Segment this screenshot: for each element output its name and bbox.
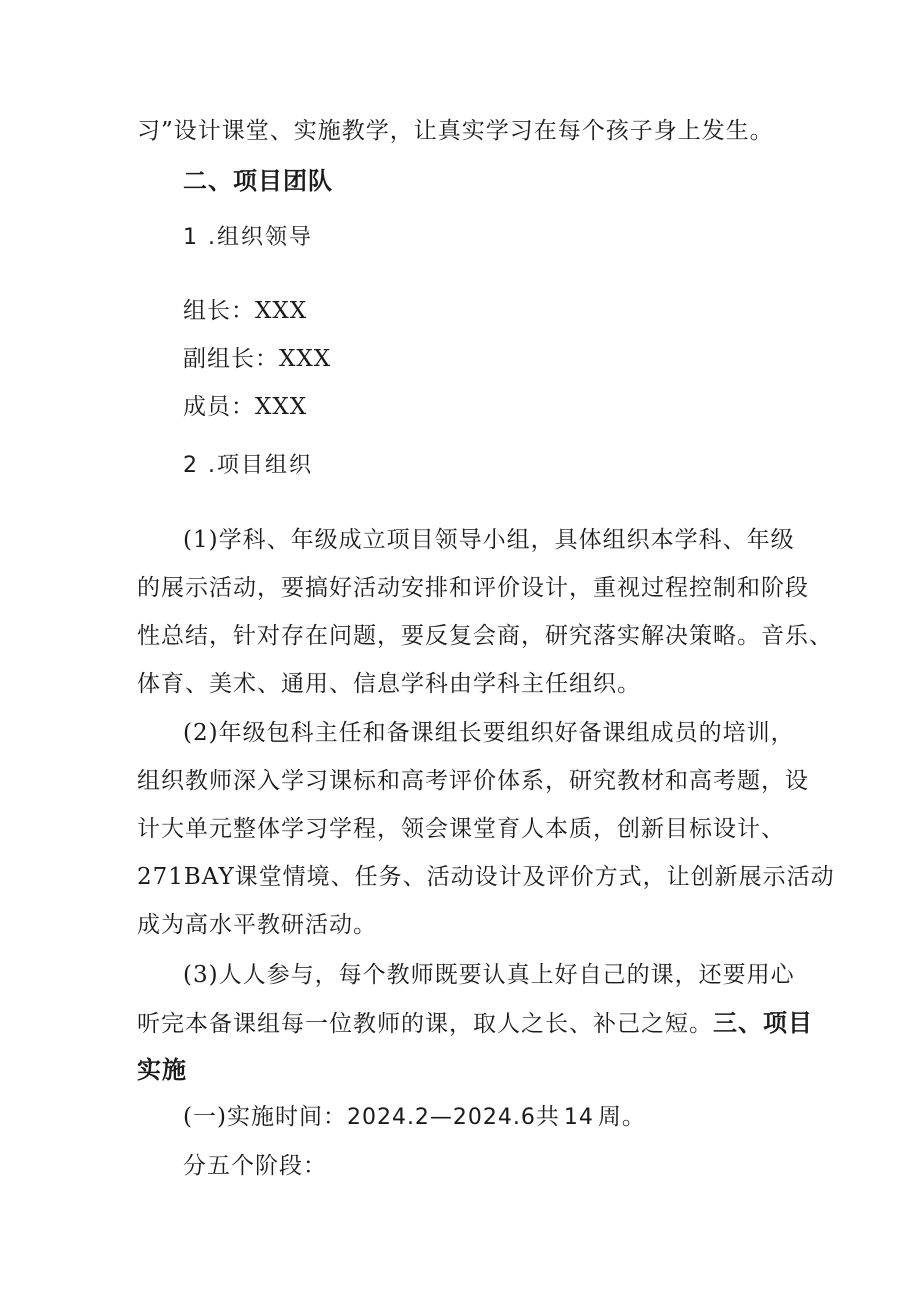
section-heading-project-implementation: 三、项目: [713, 1009, 813, 1037]
paragraph-line: 体育、美术、通用、信息学科由学科主任组织。: [137, 671, 641, 697]
section-heading-project-team: 二、项目团队: [183, 167, 333, 195]
paragraph-line: 成为高水平教研活动。: [137, 912, 377, 938]
time-text: 共: [535, 1104, 560, 1130]
paragraph-line: 271BAY课堂情境、任务、活动设计及评价方式，让创新展示活动: [137, 864, 835, 890]
team-vice-leader: 副组长：XXX: [183, 346, 332, 372]
paragraph-text: 听完本备课组每一位教师的课，取人之长、补己之短。: [137, 1011, 713, 1037]
time-range: 2024.2—2024.6: [346, 1105, 536, 1130]
implementation-time: [183, 1102, 646, 1133]
subheading-project-organization: 2 .项目组织: [183, 453, 313, 478]
team-leader: 组长：XXX: [183, 298, 308, 324]
paragraph-line: (2)年级包科主任和备课组长要组织好备课组成员的培训，: [183, 720, 795, 746]
paragraph-line: 习”设计课堂、实施教学，让真实学习在每个孩子身上发生。: [137, 118, 774, 144]
paragraph-line: 的展示活动，要搞好活动安排和评价设计，重视过程控制和阶段: [137, 575, 809, 601]
subheading-organization-leadership: 1 .组织领导: [183, 225, 313, 250]
section-heading-continuation: 实施: [137, 1056, 187, 1084]
paragraph-line: (1)学科、年级成立项目领导小组，具体组织本学科、年级: [183, 527, 795, 553]
week-count: 14: [563, 1105, 594, 1130]
time-text: 周。: [597, 1104, 646, 1130]
paragraph-line: [137, 1008, 813, 1039]
team-members: 成员：XXX: [183, 394, 308, 420]
time-label: (一)实施时间：: [183, 1104, 347, 1130]
paragraph-line: 计大单元整体学习学程，领会课堂育人本质，创新目标设计、: [137, 816, 785, 842]
paragraph-line: 性总结，针对存在问题，要反复会商，研究落实解决策略。音乐、: [137, 623, 833, 649]
stages-intro: 分五个阶段：: [183, 1153, 327, 1179]
paragraph-line: (3)人人参与，每个教师既要认真上好自己的课，还要用心: [183, 962, 795, 988]
paragraph-line: 组织教师深入学习课标和高考评价体系，研究教材和高考题，设: [137, 768, 809, 794]
